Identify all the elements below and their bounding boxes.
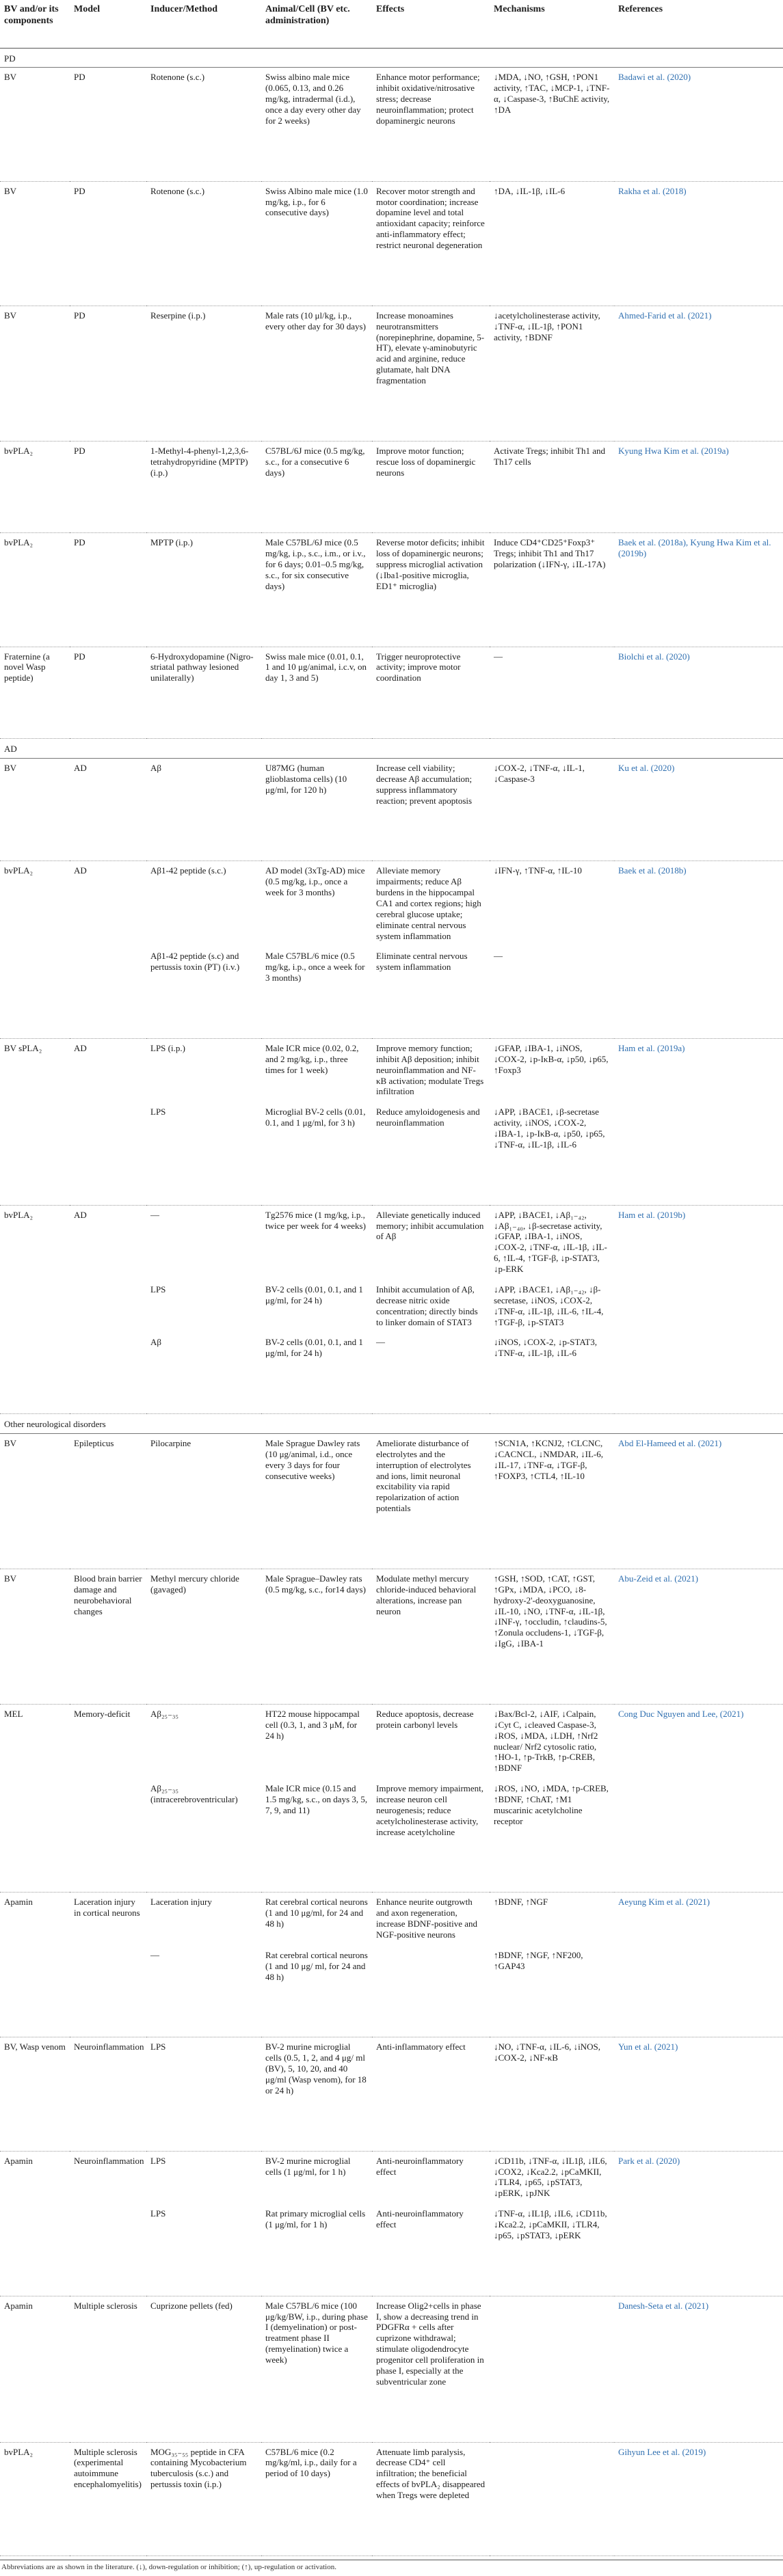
- cell-references[interactable]: Aeyung Kim et al. (2021): [618, 1897, 710, 1908]
- cell-references[interactable]: [614, 1943, 783, 2037]
- cell-mechanisms: ↑BDNF, ↑NGF: [494, 1897, 548, 1908]
- cell-model: PD: [70, 441, 146, 533]
- cell-model: [70, 1776, 146, 1893]
- table-row: [0, 861, 783, 945]
- group-header-row: [0, 48, 783, 68]
- cell-mechanisms: ↓IFN-γ, ↑TNF-α, ↑IL-10: [494, 865, 582, 876]
- cell-model: PD: [70, 68, 146, 181]
- cell-animal: Rat primary microglial cells (1 μg/ml, for 1 h): [261, 2201, 372, 2296]
- cell-model: PD: [70, 181, 146, 306]
- cell-effects: [372, 1943, 490, 2037]
- cell-inducer: Aβ1-42 peptide (s.c) and pertussis toxin (PT) (i.v.): [146, 944, 261, 1038]
- cell-references[interactable]: Rakha et al. (2018): [614, 181, 783, 306]
- col-header-inducer: Inducer/Method: [146, 0, 261, 48]
- table-header: [0, 0, 783, 48]
- cell-effects: Anti-neuroinflammatory effect: [372, 2201, 490, 2296]
- cell-mechanisms: ↓Bax/Bcl-2, ↓AIF, ↓Calpain, ↓Cyt C, ↓cleaved Caspase-3, ↓ROS, ↓MDA, ↓LDH, ↑Nrf2 nuclear/ Nrf2 cytosolic ratio, ↑HO-1, ↑p-TrkB, ↑p-CREB, ↑BDNF: [494, 1708, 598, 1774]
- table-footnote: Abbreviations are as shown in the literature. (↓), down-regulation or inhibition; (↑), up-regulation or activation.: [0, 2560, 783, 2574]
- cell-references[interactable]: Kyung Hwa Kim et al. (2019a): [614, 441, 783, 533]
- cell-effects: Improve memory function; inhibit Aβ deposition; inhibit neuroinflammation and NF-κB activation; modulate Tregs infiltration: [376, 1043, 484, 1097]
- cell-component: [0, 1776, 70, 1893]
- group-title: AD: [0, 739, 783, 759]
- cell-effects: Alleviate genetically induced memory; inhibit accumulation of Aβ: [376, 1209, 484, 1242]
- cell-mechanisms: ↓iNOS, ↓COX-2, ↓p-STAT3, ↓TNF-α, ↓IL-1β, ↓IL-6: [490, 1330, 614, 1413]
- table-row: [0, 2151, 783, 2201]
- cell-component: BV: [0, 1569, 70, 1704]
- cell-animal: Male rats (10 μl/kg, i.p., every other day for 30 days): [261, 306, 372, 441]
- cell-mechanisms: ↓NO, ↓TNF-α, ↓IL-6, ↓iNOS, ↓COX-2, ↓NF-κB: [490, 2037, 614, 2151]
- cell-effects: Increase monoamines neurotransmitters (norepinephrine, dopamine, 5-HT), elevate γ-aminobutyric acid and arginine, reduce glutamate, halt DNA fragmentation: [372, 306, 490, 441]
- group-title: PD: [0, 48, 783, 68]
- cell-model: AD: [70, 759, 146, 861]
- cell-component: Apamin: [4, 2155, 33, 2166]
- col-header-effects: Effects: [372, 0, 490, 48]
- cell-inducer: Aβ1-42 peptide (s.c.): [150, 865, 226, 876]
- cell-mechanisms: ↓COX-2, ↓TNF-α, ↓IL-1, ↓Caspase-3: [490, 759, 614, 861]
- cell-inducer: Pilocarpine: [146, 1433, 261, 1569]
- table-row: [0, 1433, 783, 1569]
- cell-animal: C57BL/6J mice (0.5 mg/kg, s.c., for a consecutive 6 days): [261, 441, 372, 533]
- cell-references[interactable]: Baek et al. (2018b): [618, 865, 687, 876]
- cell-references[interactable]: [614, 944, 783, 1038]
- cell-references[interactable]: Ham et al. (2019a): [618, 1043, 685, 1054]
- cell-component: bvPLA₂: [0, 2442, 70, 2555]
- table-row: [0, 1277, 783, 1330]
- cell-mechanisms: [490, 2296, 614, 2442]
- cell-component: [0, 2201, 70, 2296]
- table-row: [0, 1569, 783, 1704]
- table-row: [0, 1330, 783, 1413]
- cell-inducer: LPS: [146, 2201, 261, 2296]
- cell-mechanisms: ↓MDA, ↓NO, ↑GSH, ↑PON1 activity, ↑TAC, ↓MCP-1, ↓TNF-α, ↓Caspase-3, ↑BuChE activity, ↑DA: [490, 68, 614, 181]
- cell-animal: Microglial BV-2 cells (0.01, 0.1, and 1 μg/ml, for 3 h): [261, 1100, 372, 1205]
- cell-references[interactable]: Ham et al. (2019b): [618, 1209, 686, 1220]
- table-row: [0, 944, 783, 1038]
- table-row: [0, 2296, 783, 2442]
- cell-references[interactable]: [614, 2201, 783, 2296]
- cell-component: bvPLA₂: [4, 865, 34, 876]
- cell-mechanisms: Activate Tregs; inhibit Th1 and Th17 cells: [490, 441, 614, 533]
- table-row: [0, 2037, 783, 2151]
- cell-mechanisms: ↓GFAP, ↓IBA-1, ↓iNOS, ↓COX-2, ↓p-IκB-α, ↓p50, ↓p65, ↑Foxp3: [494, 1043, 609, 1075]
- cell-model: Laceration injury in cortical neurons: [74, 1897, 140, 1919]
- cell-references[interactable]: [614, 1776, 783, 1893]
- cell-effects: Reverse motor deficits; inhibit loss of dopaminergic neurons; suppress microglial activation (↓Iba1-positive microglia, ED1⁺ microglia): [372, 533, 490, 647]
- table-row: [0, 1039, 783, 1100]
- cell-mechanisms: ↓APP, ↓BACE1, ↓Aβ₁₋₄₂, ↓Aβ₁₋₄₀, ↓β-secretase activity, ↓GFAP, ↓IBA-1, ↓iNOS, ↓COX-2, ↓TNF-α, ↓IL-1β, ↓IL-6, ↑IL-4, ↑TGF-β, ↓p-STAT3, ↓p-ERK: [494, 1209, 607, 1275]
- col-header-component: BV and/or its components: [0, 0, 70, 48]
- cell-animal: BV-2 murine microglial cells (1 μg/ml, for 1 h): [265, 2155, 351, 2177]
- cell-effects: Anti-inflammatory effect: [372, 2037, 490, 2151]
- cell-references[interactable]: Biolchi et al. (2020): [614, 647, 783, 739]
- table-row: [0, 1100, 783, 1205]
- table-row: [0, 647, 783, 739]
- cell-component: [0, 944, 70, 1038]
- cell-animal: AD model (3xTg-AD) mice (0.5 mg/kg, i.p., once a week for 3 months): [265, 865, 365, 898]
- cell-component: Apamin: [0, 2296, 70, 2442]
- cell-references[interactable]: Gihyun Lee et al. (2019): [614, 2442, 783, 2555]
- cell-mechanisms: ↓APP, ↓BACE1, ↓Aβ₁₋₄₂, ↓β-secretase, ↓iNOS, ↓COX-2, ↓TNF-α, ↓IL-1β, ↓IL-6, ↑IL-4, ↑TGF-β, ↓p-STAT3: [494, 1284, 604, 1327]
- cell-effects: Improve memory impairment, increase neuron cell neurogenesis; reduce acetylcholinesterase activity, increase acetylcholine: [372, 1776, 490, 1893]
- cell-animal: Male C57BL/6 mice (0.5 mg/kg, i.p., once a week for 3 months): [261, 944, 372, 1038]
- cell-model: Multiple sclerosis (experimental autoimmune encephalomyelitis): [70, 2442, 146, 2555]
- cell-model: [70, 2201, 146, 2296]
- cell-inducer: Rotenone (s.c.): [146, 181, 261, 306]
- cell-mechanisms: Induce CD4⁺CD25⁺Foxp3⁺ Tregs; inhibit Th1 and Th17 polarization (↓IFN-γ, ↓IL-17A): [490, 533, 614, 647]
- cell-mechanisms: ↓APP, ↓BACE1, ↓β-secretase activity, ↓iNOS, ↓COX-2, ↓IBA-1, ↓p-IκB-α, ↓p50, ↓p65, ↓TNF-α, ↓IL-1β, ↓IL-6: [490, 1100, 614, 1205]
- cell-model: Blood brain barrier damage and neurobehavioral changes: [70, 1569, 146, 1704]
- cell-model: [70, 1277, 146, 1330]
- cell-inducer: Aβ: [146, 1330, 261, 1413]
- cell-model: AD: [74, 1209, 87, 1220]
- cell-references[interactable]: [614, 1330, 783, 1413]
- cell-effects: Recover motor strength and motor coordination; increase dopamine level and total antioxidant capacity; reinforce anti-inflammatory effect; restrict neuronal degeneration: [372, 181, 490, 306]
- cell-mechanisms: ↓CD11b, ↓TNF-α, ↓IL1β, ↓IL6, ↓COX2, ↓Kca2.2, ↓pCaMKII, ↓TLR4, ↓p65, ↓pSTAT3, ↓pERK, ↓pJNK: [494, 2155, 607, 2199]
- cell-animal: HT22 mouse hippocampal cell (0.3, 1, and 3 μM, for 24 h): [265, 1708, 360, 1741]
- cell-effects: Enhance motor performance; inhibit oxidative/nitrosative stress; decrease neuroinflammation; protect dopaminergic neurons: [372, 68, 490, 181]
- cell-mechanisms: ↓ROS, ↓NO, ↓MDA, ↑p-CREB, ↑BDNF, ↑ChAT, ↑M1 muscarinic acetylcholine receptor: [490, 1776, 614, 1893]
- cell-references[interactable]: Ahmed-Farid et al. (2021): [614, 306, 783, 441]
- cell-component: BV, Wasp venom: [0, 2037, 70, 2151]
- col-header-mechanisms: Mechanisms: [490, 0, 614, 48]
- cell-references[interactable]: Park et al. (2020): [618, 2155, 680, 2166]
- table-body: [0, 48, 783, 2555]
- cell-effects: Ameliorate disturbance of electrolytes and the interruption of electrolytes and ions, limit neuronal excitability via rapid repolarization of action potentials: [372, 1433, 490, 1569]
- cell-effects: Reduce apoptosis, decrease protein carbonyl levels: [376, 1708, 474, 1730]
- cell-references[interactable]: Abu-Zeid et al. (2021): [614, 1569, 783, 1704]
- cell-inducer: LPS: [150, 2155, 166, 2166]
- col-header-references: References: [614, 0, 783, 48]
- group-header-row: [0, 1414, 783, 1434]
- cell-references[interactable]: Baek et al. (2018a), Kyung Hwa Kim et al. (2019b): [614, 533, 783, 647]
- cell-component: [0, 1277, 70, 1330]
- cell-inducer: LPS: [146, 2037, 261, 2151]
- cell-component: BV: [0, 306, 70, 441]
- cell-component: [0, 1943, 70, 2037]
- cell-inducer: Methyl mercury chloride (gavaged): [146, 1569, 261, 1704]
- cell-animal: U87MG (human glioblastoma cells) (10 μg/ml, for 120 h): [261, 759, 372, 861]
- cell-animal: Rat cerebral cortical neurons (1 and 10 μg/ ml, for 24 and 48 h): [261, 1943, 372, 2037]
- cell-component: [0, 1100, 70, 1205]
- cell-inducer: —: [146, 1943, 261, 2037]
- cell-component: bvPLA₂: [0, 441, 70, 533]
- cell-effects: Eliminate central nervous system inflammation: [372, 944, 490, 1038]
- cell-inducer: Aβ: [146, 759, 261, 861]
- cell-animal: Swiss Albino male mice (1.0 mg/kg, i.p., for 6 consecutive days): [261, 181, 372, 306]
- cell-effects: Increase Olig2+cells in phase I, show a decreasing trend in PDGFRα + cells after cuprizone withdrawal; stimulate oligodendrocyte progenitor cell proliferation in phase I, especially at the subventricular zone: [372, 2296, 490, 2442]
- cell-mechanisms: ↑BDNF, ↑NGF, ↑NF200, ↑GAP43: [490, 1943, 614, 2037]
- cell-effects: Enhance neurite outgrowth and axon regeneration, increase BDNF-positive and NGF-positive neurons: [376, 1897, 478, 1940]
- cell-inducer: 1-Methyl-4-phenyl-1,2,3,6-tetrahydropyridine (MPTP) (i.p.): [146, 441, 261, 533]
- table-row: [0, 306, 783, 441]
- cell-effects: Attenuate limb paralysis, decrease CD4⁺ cell infiltration; the beneficial effects of bvPLA₂ disappeared when Tregs were depleted: [372, 2442, 490, 2555]
- cell-mechanisms: —: [490, 944, 614, 1038]
- cell-references[interactable]: Cong Duc Nguyen and Lee, (2021): [618, 1708, 744, 1719]
- table-row: [0, 1205, 783, 1277]
- cell-effects: Anti-neuroinflammatory effect: [376, 2155, 464, 2177]
- cell-references[interactable]: [614, 1100, 783, 1205]
- cell-component: Apamin: [4, 1897, 33, 1908]
- cell-mechanisms: [490, 2442, 614, 2555]
- cell-references[interactable]: Abd El-Hameed et al. (2021): [614, 1433, 783, 1569]
- col-header-model: Model: [70, 0, 146, 48]
- cell-effects: Alleviate memory impairments; reduce Aβ burdens in the hippocampal CA1 and cortex regions; high cerebral glucose uptake; eliminate central nervous system inflammation: [376, 865, 481, 941]
- cell-model: Neuroinflammation: [70, 2037, 146, 2151]
- cell-effects: Reduce amyloidogenesis and neuroinflammation: [372, 1100, 490, 1205]
- table-row: [0, 181, 783, 306]
- cell-inducer: LPS (i.p.): [150, 1043, 185, 1054]
- cell-model: Multiple sclerosis: [70, 2296, 146, 2442]
- cell-effects: Inhibit accumulation of Aβ, decrease nitric oxide concentration; directly binds to linker domain of STAT3: [376, 1284, 478, 1327]
- table-row: [0, 68, 783, 181]
- cell-model: [70, 1330, 146, 1413]
- cell-inducer: Reserpine (i.p.): [146, 306, 261, 441]
- cell-animal: Swiss male mice (0.01, 0.1, 1 and 10 μg/animal, i.c.v, on day 1, 3 and 5): [261, 647, 372, 739]
- cell-mechanisms: ↑SCN1A, ↑KCNJ2, ↑CLCNC, ↓CACNCL, ↓NMDAR, ↓IL-6, ↓IL-17, ↓TNF-α, ↓TGF-β, ↑FOXP3, ↑CTL4, ↑IL-10: [490, 1433, 614, 1569]
- cell-component: Fraternine (a novel Wasp peptide): [0, 647, 70, 739]
- cell-model: [70, 944, 146, 1038]
- cell-mechanisms: ↑GSH, ↑SOD, ↑CAT, ↑GST, ↑GPx, ↓MDA, ↓PCO, ↓8-hydroxy-2'-deoxyguanosine, ↓IL-10, ↓NO, ↓TNF-α, ↓IL-1β, ↓INF-γ, ↑occludin, ↑claudins-5, ↑Zonula occludens-1, ↓TGF-β, ↓IgG, ↓IBA-1: [490, 1569, 614, 1704]
- cell-animal: Male Sprague–Dawley rats (0.5 mg/kg, s.c., for14 days): [261, 1569, 372, 1704]
- cell-model: [70, 1943, 146, 2037]
- cell-effects: Modulate methyl mercury chloride-induced behavioral alterations, increase pan neuron: [372, 1569, 490, 1704]
- cell-inducer: Rotenone (s.c.): [146, 68, 261, 181]
- cell-inducer: Aβ₂₅₋₃₅ (intracerebroventricular): [146, 1776, 261, 1893]
- cell-mechanisms: ↑DA, ↓IL-1β, ↓IL-6: [490, 181, 614, 306]
- table-row: [0, 1704, 783, 1776]
- cell-component: bvPLA₂: [4, 1209, 34, 1220]
- cell-component: BV: [0, 759, 70, 861]
- cell-mechanisms: ↓acetylcholinesterase activity, ↓TNF-α, ↓IL-1β, ↑PON1 activity, ↑BDNF: [490, 306, 614, 441]
- group-header-row: [0, 739, 783, 759]
- table-row: [0, 2201, 783, 2296]
- cell-model: AD: [74, 865, 87, 876]
- cell-model: [70, 1100, 146, 1205]
- cell-component: BV: [0, 1433, 70, 1569]
- table-row: [0, 533, 783, 647]
- cell-mechanisms: —: [490, 647, 614, 739]
- table-row: [0, 759, 783, 861]
- cell-references[interactable]: Badawi et al. (2020): [614, 68, 783, 181]
- cell-inducer: MOG₃₅₋₅₅ peptide in CFA containing Mycobacterium tuberculosis (s.c.) and pertussis toxin (i.p.): [146, 2442, 261, 2555]
- cell-references[interactable]: Danesh-Seta et al. (2021): [614, 2296, 783, 2442]
- cell-inducer: Cuprizone pellets (fed): [146, 2296, 261, 2442]
- cell-model: PD: [70, 647, 146, 739]
- group-title: Other neurological disorders: [0, 1414, 783, 1434]
- cell-references[interactable]: Yun et al. (2021): [614, 2037, 783, 2151]
- table-row: [0, 2442, 783, 2555]
- cell-animal: Male Sprague Dawley rats (10 μg/animal, i.d., once every 3 days for four consecutive weeks): [261, 1433, 372, 1569]
- cell-mechanisms: ↓TNF-α, ↓IL1β, ↓IL6, ↓CD11b, ↓Kca2.2, ↓pCaMKII, ↓TLR4, ↓p65, ↓pSTAT3, ↓pERK: [490, 2201, 614, 2296]
- cell-model: Memory-deficit: [74, 1708, 131, 1719]
- cell-component: MEL: [4, 1708, 23, 1719]
- table-row: [0, 1776, 783, 1893]
- cell-inducer: —: [150, 1209, 159, 1220]
- cell-references[interactable]: [614, 1277, 783, 1330]
- cell-animal: BV-2 cells (0.01, 0.1, and 1 μg/ml, for 24 h): [261, 1330, 372, 1413]
- cell-references[interactable]: Ku et al. (2020): [614, 759, 783, 861]
- cell-animal: Male C57BL/6J mice (0.5 mg/kg, i.p., s.c., i.m., or i.v., for 6 days; 0.01–0.5 mg/kg, s.c., for six consecutive days): [261, 533, 372, 647]
- cell-inducer: LPS: [150, 1284, 166, 1294]
- cell-animal: Male ICR mice (0.02, 0.2, and 2 mg/kg, i.p., three times for 1 week): [265, 1043, 359, 1075]
- cell-inducer: LPS: [146, 1100, 261, 1205]
- table-row: [0, 441, 783, 533]
- cell-animal: BV-2 cells (0.01, 0.1, and 1 μg/ml, for 24 h): [265, 1284, 363, 1305]
- cell-component: BV: [0, 68, 70, 181]
- cell-animal: Rat cerebral cortical neurons (1 and 10 μg/ml, for 24 and 48 h): [265, 1897, 368, 1929]
- table-row: [0, 1943, 783, 2037]
- cell-inducer: MPTP (i.p.): [146, 533, 261, 647]
- cell-inducer: Laceration injury: [150, 1897, 212, 1908]
- cell-effects: —: [372, 1330, 490, 1413]
- table-row: [0, 1893, 783, 1943]
- cell-animal: Male ICR mice (0.15 and 1.5 mg/kg, s.c., on days 3, 5, 7, 9, and 11): [261, 1776, 372, 1893]
- cell-model: Neuroinflammation: [74, 2155, 144, 2166]
- cell-effects: Improve motor function; rescue loss of dopaminergic neurons: [372, 441, 490, 533]
- cell-inducer: 6-Hydroxydopamine (Nigro-striatal pathway lesioned unilaterally): [146, 647, 261, 739]
- cell-inducer: Aβ₂₅₋₃₅: [150, 1708, 178, 1719]
- cell-animal: Swiss albino male mice (0.065, 0.13, and 0.26 mg/kg, intradermal (i.d.), once a day every other day for 2 weeks): [261, 68, 372, 181]
- cell-effects: Trigger neuroprotective activity; improve motor coordination: [372, 647, 490, 739]
- col-header-animal-cell: Animal/Cell (BV etc. administration): [261, 0, 372, 48]
- cell-model: Epilepticus: [70, 1433, 146, 1569]
- cell-effects: Increase cell viability; decrease Aβ accumulation; suppress inflammatory reaction; prevent apoptosis: [372, 759, 490, 861]
- cell-component: BV: [0, 181, 70, 306]
- cell-animal: C57BL/6 mice (0.2 mg/kg/ml, i.p., daily for a period of 10 days): [261, 2442, 372, 2555]
- cell-animal: BV-2 murine microglial cells (0.5, 1, 2, and 4 μg/ ml (BV), 5, 10, 20, and 40 μg/ml (Wasp venom), for 18 or 24 h): [261, 2037, 372, 2151]
- cell-model: AD: [74, 1043, 87, 1054]
- cell-model: PD: [70, 306, 146, 441]
- cell-component: BV sPLA₂: [4, 1043, 42, 1054]
- cell-animal: Tg2576 mice (1 mg/kg, i.p., twice per week for 4 weeks): [265, 1209, 366, 1231]
- cell-component: bvPLA₂: [0, 533, 70, 647]
- cell-model: PD: [70, 533, 146, 647]
- cell-component: [0, 1330, 70, 1413]
- cell-animal: Male C57BL/6 mice (100 μg/kg/BW, i.p., during phase I (demyelination) or post-treatment phase II (remyelination) twice a week): [261, 2296, 372, 2442]
